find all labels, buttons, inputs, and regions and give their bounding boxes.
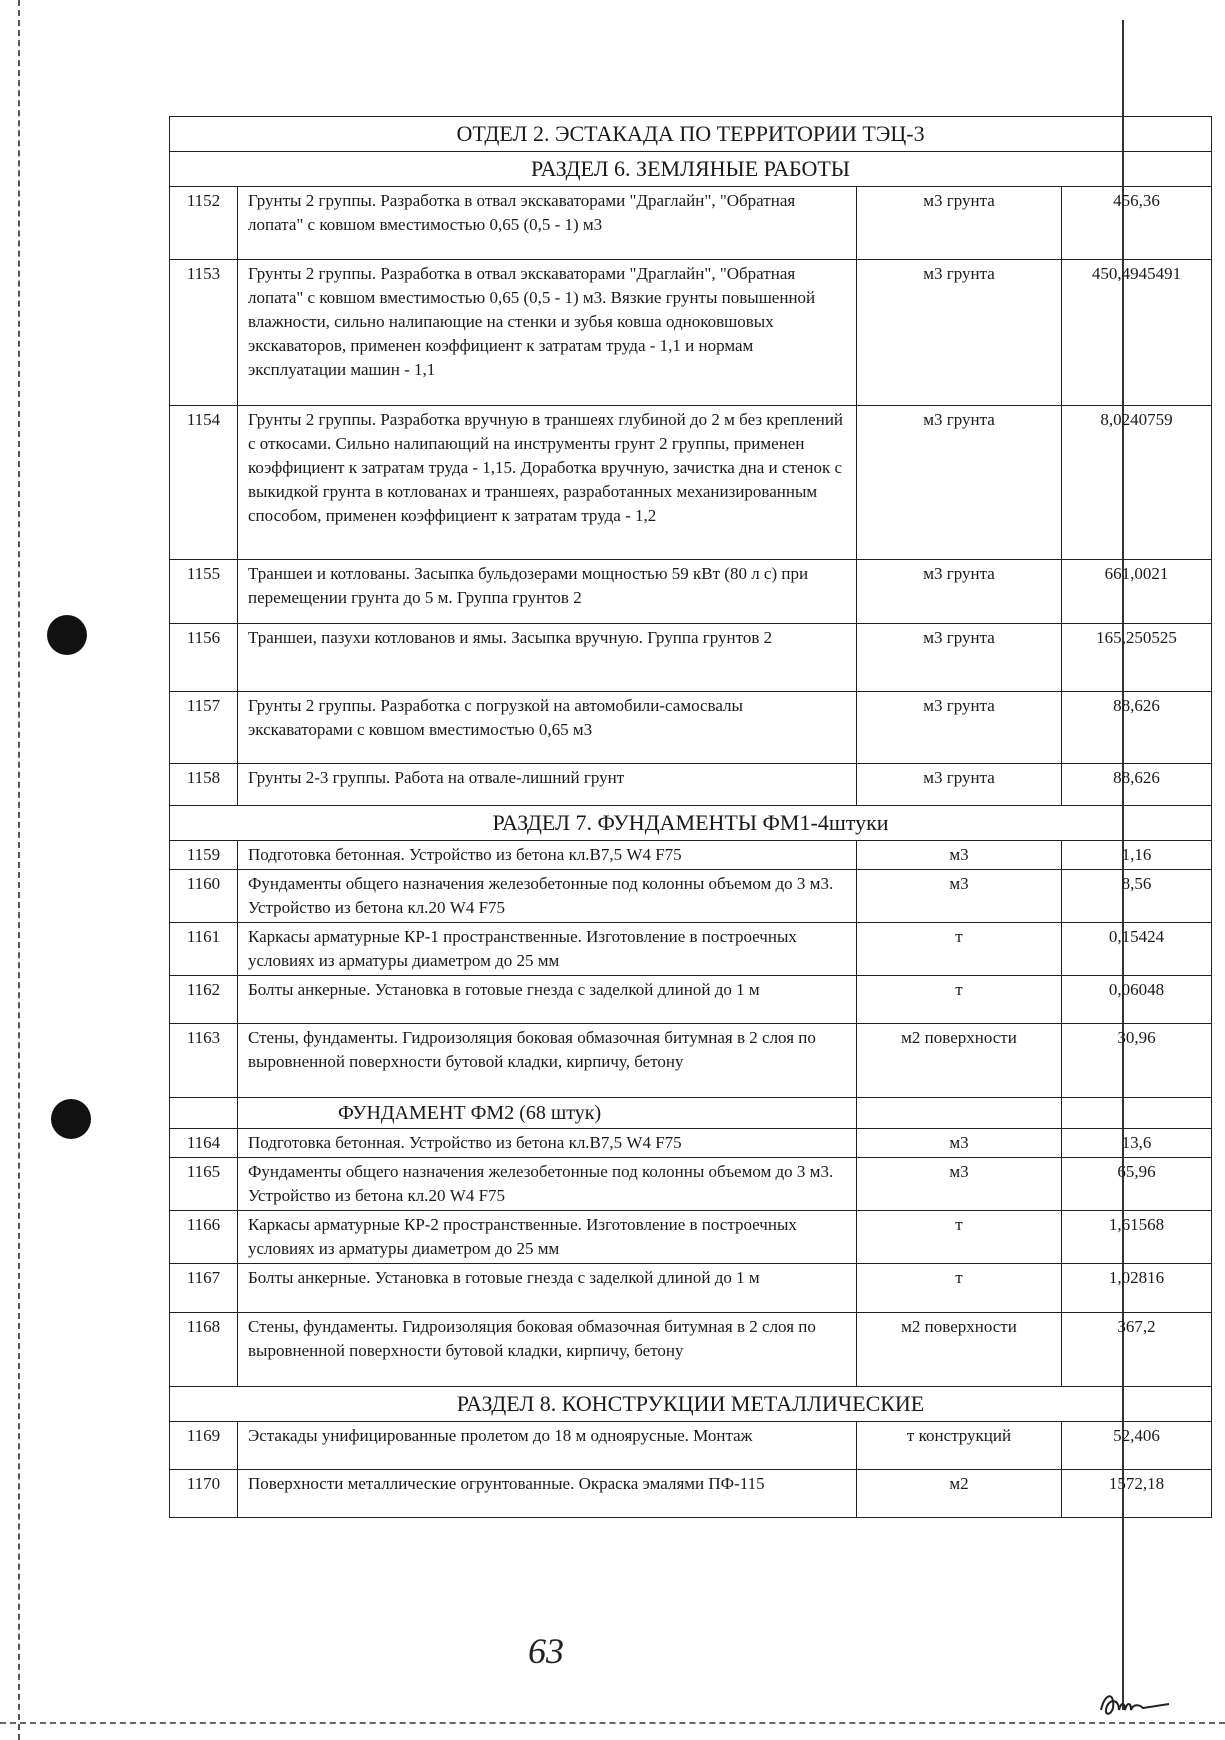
work-description: Каркасы арматурные КР-2 пространственные. Изготовление в построечных условиях из арматуры диаметром до 25 мм [238,1211,857,1264]
fm2-rows [170,1129,1212,1387]
section-6-rows [170,187,1212,806]
quantity: 456,36 [1062,187,1212,260]
subsection-fm2-title: ФУНДАМЕНТ ФМ2 (68 штук) [238,1098,857,1129]
page-number: 63 [528,1631,564,1671]
table-row [170,1264,1212,1313]
section-7-title: РАЗДЕЛ 7. ФУНДАМЕНТЫ ФМ1-4штуки [170,806,1212,841]
unit-of-measure: м2 поверхности [857,1024,1062,1098]
row-number: 1166 [170,1211,238,1264]
table-row [170,976,1212,1024]
table-row [170,1470,1212,1518]
subsection-num-cell [170,1098,238,1129]
quantity: 1,02816 [1062,1264,1212,1313]
subsection-header-row [170,1098,1212,1129]
table-row [170,187,1212,260]
work-description: Грунты 2-3 группы. Работа на отвале-лишний грунт [238,764,857,806]
row-number: 1170 [170,1470,238,1518]
row-number: 1167 [170,1264,238,1313]
table-row [170,870,1212,923]
table-row [170,1129,1212,1158]
section-header-row [170,152,1212,187]
quantity: 0,06048 [1062,976,1212,1024]
quantity: 8,56 [1062,870,1212,923]
cut-dashed-line [0,1722,1225,1724]
quantity: 13,6 [1062,1129,1212,1158]
section-8-title: РАЗДЕЛ 8. КОНСТРУКЦИИ МЕТАЛЛИЧЕСКИЕ [170,1387,1212,1422]
work-description: Траншеи и котлованы. Засыпка бульдозерами мощностью 59 кВт (80 л с) при перемещении грунта до 5 м. Группа грунтов 2 [238,560,857,624]
unit-of-measure: м3 [857,841,1062,870]
quantity: 661,0021 [1062,560,1212,624]
quantity: 88,626 [1062,764,1212,806]
estimate-table [169,116,1212,1518]
table-row [170,624,1212,692]
unit-of-measure: т конструкций [857,1422,1062,1470]
table-row [170,560,1212,624]
unit-of-measure: т [857,1211,1062,1264]
subsection-unit-cell [857,1098,1062,1129]
work-description: Поверхности металлические огрунтованные. Окраска эмалями ПФ-115 [238,1470,857,1518]
quantity: 165,250525 [1062,624,1212,692]
row-number: 1162 [170,976,238,1024]
table-row [170,1422,1212,1470]
work-description: Стены, фундаменты. Гидроизоляция боковая обмазочная битумная в 2 слоя по выровненной поверхности бутовой кладки, кирпичу, бетону [238,1024,857,1098]
section-header-row [170,806,1212,841]
table-row [170,923,1212,976]
table-row [170,1158,1212,1211]
unit-of-measure: м3 грунта [857,764,1062,806]
work-description: Грунты 2 группы. Разработка с погрузкой на автомобили-самосвалы экскаваторами с ковшом вместимостью 0,65 м3 [238,692,857,764]
unit-of-measure: м3 грунта [857,406,1062,560]
quantity: 52,406 [1062,1422,1212,1470]
subsection-qty-cell [1062,1098,1212,1129]
work-description: Грунты 2 группы. Разработка в отвал экскаваторами "Драглайн", "Обратная лопата" с ковшом вместимостью 0,65 (0,5 - 1) м3 [238,187,857,260]
quantity: 8,0240759 [1062,406,1212,560]
work-description: Эстакады унифицированные пролетом до 18 м одноярусные. Монтаж [238,1422,857,1470]
section-8-rows [170,1422,1212,1518]
unit-of-measure: м3 [857,1129,1062,1158]
row-number: 1154 [170,406,238,560]
table-row [170,1313,1212,1387]
department-header-row [170,117,1212,152]
work-description: Каркасы арматурные КР-1 пространственные. Изготовление в построечных условиях из арматуры диаметром до 25 мм [238,923,857,976]
unit-of-measure: т [857,976,1062,1024]
section-6-title: РАЗДЕЛ 6. ЗЕМЛЯНЫЕ РАБОТЫ [170,152,1212,187]
quantity: 1572,18 [1062,1470,1212,1518]
work-description: Грунты 2 группы. Разработка вручную в траншеях глубиной до 2 м без креплений с откосами. Сильно налипающий на инструменты грунт 2 группы, применен коэффициент к затратам труда - 1,15. Доработка вручную, зачистка дна и стенок с выкидкой грунта в котлованах и траншеях, разработанных механизированным способом, применен коэффициент к затратам труда - 1,2 [238,406,857,560]
work-description: Фундаменты общего назначения железобетонные под колонны объемом до 3 м3. Устройство из бетона кл.20 W4 F75 [238,870,857,923]
row-number: 1156 [170,624,238,692]
work-description: Болты анкерные. Установка в готовые гнезда с заделкой длиной до 1 м [238,1264,857,1313]
work-description: Грунты 2 группы. Разработка в отвал экскаваторами "Драглайн", "Обратная лопата" с ковшом вместимостью 0,65 (0,5 - 1) м3. Вязкие грунты повышенной влажности, сильно налипающие на стенки и зубья ковша одноковшовых экскаваторов, применен коэффициент к затратам труда - 1,1 и нормам эксплуатации машин - 1,1 [238,260,857,406]
table-row [170,692,1212,764]
unit-of-measure: м3 грунта [857,560,1062,624]
section-header-row [170,1387,1212,1422]
punch-hole [47,615,87,655]
work-description: Траншеи, пазухи котлованов и ямы. Засыпка вручную. Группа грунтов 2 [238,624,857,692]
unit-of-measure: м3 [857,1158,1062,1211]
work-description: Стены, фундаменты. Гидроизоляция боковая обмазочная битумная в 2 слоя по выровненной поверхности бутовой кладки, кирпичу, бетону [238,1313,857,1387]
punch-hole [51,1099,91,1139]
unit-of-measure: м3 грунта [857,187,1062,260]
unit-of-measure: м2 [857,1470,1062,1518]
row-number: 1159 [170,841,238,870]
row-number: 1168 [170,1313,238,1387]
quantity: 0,15424 [1062,923,1212,976]
row-number: 1153 [170,260,238,406]
quantity: 65,96 [1062,1158,1212,1211]
work-description: Подготовка бетонная. Устройство из бетона кл.В7,5 W4 F75 [238,1129,857,1158]
row-number: 1163 [170,1024,238,1098]
quantity: 88,626 [1062,692,1212,764]
row-number: 1157 [170,692,238,764]
unit-of-measure: м2 поверхности [857,1313,1062,1387]
work-description: Подготовка бетонная. Устройство из бетона кл.В7,5 W4 F75 [238,841,857,870]
handwritten-signature [1095,1682,1175,1722]
row-number: 1158 [170,764,238,806]
table-row [170,260,1212,406]
row-number: 1152 [170,187,238,260]
work-description: Болты анкерные. Установка в готовые гнезда с заделкой длиной до 1 м [238,976,857,1024]
row-number: 1160 [170,870,238,923]
table-row [170,406,1212,560]
unit-of-measure: т [857,923,1062,976]
unit-of-measure: м3 грунта [857,692,1062,764]
work-description: Фундаменты общего назначения железобетонные под колонны объемом до 3 м3. Устройство из бетона кл.20 W4 F75 [238,1158,857,1211]
unit-of-measure: т [857,1264,1062,1313]
quantity: 1,61568 [1062,1211,1212,1264]
row-number: 1169 [170,1422,238,1470]
unit-of-measure: м3 грунта [857,624,1062,692]
table-row [170,1211,1212,1264]
quantity: 450,4945491 [1062,260,1212,406]
quantity: 30,96 [1062,1024,1212,1098]
unit-of-measure: м3 [857,870,1062,923]
section-7-rows [170,841,1212,1098]
department-title: ОТДЕЛ 2. ЭСТАКАДА ПО ТЕРРИТОРИИ ТЭЦ-3 [170,117,1212,152]
row-number: 1161 [170,923,238,976]
unit-of-measure: м3 грунта [857,260,1062,406]
row-number: 1164 [170,1129,238,1158]
table-row [170,764,1212,806]
row-number: 1165 [170,1158,238,1211]
quantity: 1,16 [1062,841,1212,870]
quantity: 367,2 [1062,1313,1212,1387]
binding-dashed-line [18,0,20,1740]
table-row [170,841,1212,870]
table-row [170,1024,1212,1098]
row-number: 1155 [170,560,238,624]
